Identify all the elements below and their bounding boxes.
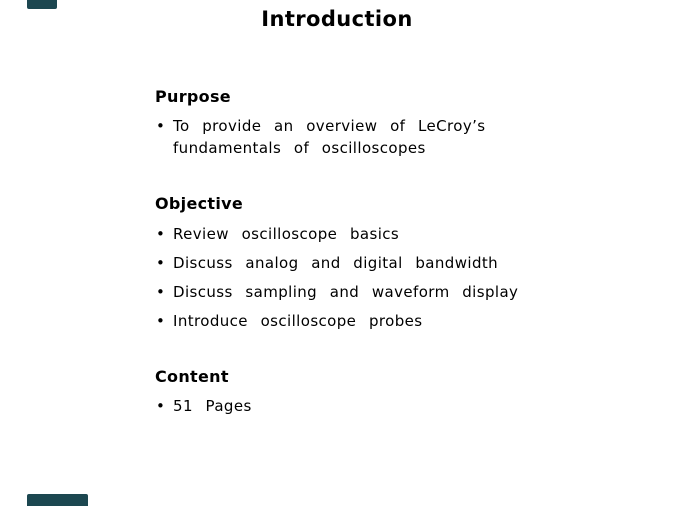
bullet-item xyxy=(155,115,487,159)
section-heading-purpose: Purpose xyxy=(155,87,231,106)
bullet-text: Introduce oscilloscope probes xyxy=(173,312,423,330)
bullet-text: Discuss analog and digital bandwidth xyxy=(173,254,499,272)
bullet-dot: • xyxy=(156,117,166,135)
section-heading-content: Content xyxy=(155,367,229,386)
bullet-text: Discuss sampling and waveform display xyxy=(173,283,519,301)
bullet-text: To provide an overview of LeCroy’s fundamentals of oscilloscopes xyxy=(173,117,486,157)
corner-accent-bar-bottom-left xyxy=(27,494,88,506)
bullet-dot: • xyxy=(156,312,166,330)
bullet-text: 51 Pages xyxy=(173,397,252,415)
bullet-dot: • xyxy=(156,397,166,415)
bullet-item xyxy=(155,223,399,245)
bullet-item xyxy=(155,252,498,274)
bullet-text: Review oscilloscope basics xyxy=(173,225,400,243)
bullet-dot: • xyxy=(156,283,166,301)
bullet-item xyxy=(155,310,422,332)
section-heading-objective: Objective xyxy=(155,194,243,213)
slide-title: Introduction xyxy=(261,7,413,31)
bullet-dot: • xyxy=(156,254,166,272)
bullet-item xyxy=(155,395,252,417)
bullet-item xyxy=(155,281,518,303)
bullet-dot: • xyxy=(156,225,166,243)
